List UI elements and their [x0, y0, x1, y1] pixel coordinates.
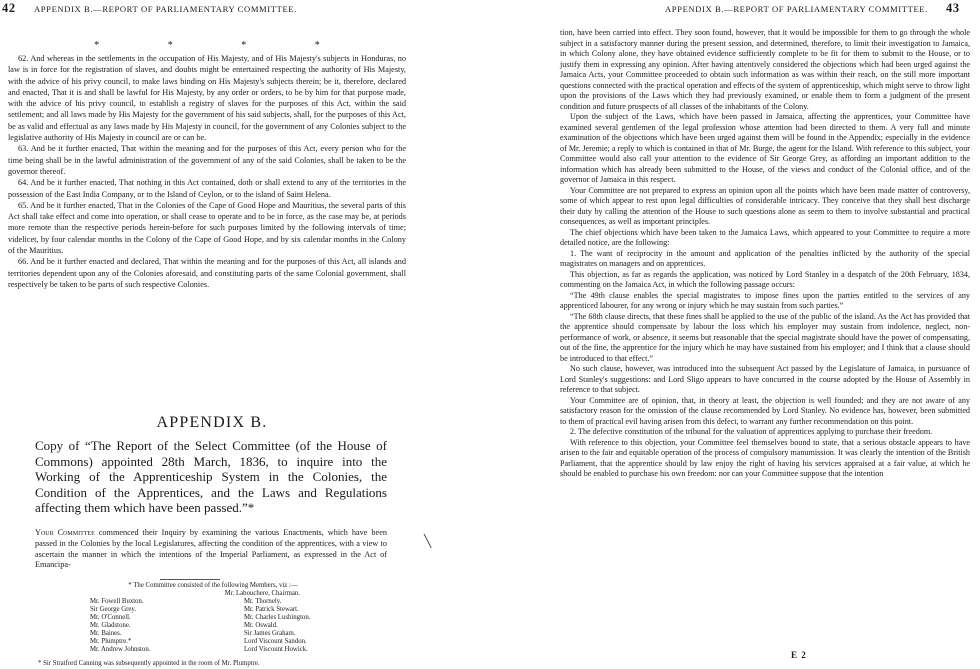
page-number-right: 43 [946, 1, 960, 15]
member: Mr. Gladstone. [90, 622, 131, 630]
section-66: 66. And be it further enacted and declared, That within the meaning and for the purposes of this Act, all islands and territories dependent upon any of the Colonies aforesaid, and constituting parts of the same Colonial government, shall respectively be taken to be parts of such respective Colonies. [8, 257, 406, 289]
member: Mr. Baines. [90, 630, 122, 638]
member: Mr. Oswald. [244, 622, 278, 630]
left-header [0, 3, 424, 17]
right-body [560, 28, 970, 480]
member: Lord Viscount Sandon. [244, 637, 307, 645]
footnote-replacement: * Sir Stratford Canning was subsequently appointed in the room of Mr. Plumptre. [38, 660, 260, 668]
paragraph-continuation: tion, have been carried into effect. They soon found, however, that it would be impossible for them to go through the whole subject in a satisfactory manner during the present session, and determined, therefore, to limit their investigation to Jamaica, in which Colony alone, they have obtained evidence sufficiently complete to be fit for them to submit to the House, or to justify them in expressing any opinion. After having attentively considered the objections which had been urged against the Jamaica Acts, your Committee proceeded to obtain such information as was within their reach, on the still more important questions connected with the practical operation and effects of the system of apprenticeship, which might serve to throw light upon the provisions of the Laws which they had previously examined, or enable them to form a judgment of the present condition and future prospects of all classes of the inhabitants of the Colony. [560, 28, 970, 111]
signature-mark: E 2 [791, 650, 807, 660]
member: Mr. O'Connell. [90, 614, 131, 622]
footnote-heading-text: * The Committee consisted of the following Members, viz :— [128, 582, 298, 589]
right-page [553, 0, 980, 666]
section-stars: * * * * [94, 40, 320, 51]
paragraph-opinion: Your Committee are not prepared to express an opinion upon all the points which have been made matter of controversy, some of which appear to rest upon legal difficulties of considerable intricacy. They conceive that they shall best discharge their duty by calling the attention of the House to such questions alone as seem to them to involve substantial and practical consequences, as well as important principles. [560, 185, 970, 226]
page-number-left: 42 [2, 1, 16, 15]
intro-text: commenced their Inquiry by examining the various Enactments, which have been passed in the Colonies by the local Legislatures, affecting the condition of the apprentices, with a view to ascertain the manner in which the intentions of the Imperial Parliament, as expressed in the Act of Emancipa- [35, 528, 387, 570]
section-64: 64. And be it further enacted, That nothing in this Act contained, doth or shall extend to any of the territories in the possession of the East India Company, or to the Island of Ceylon, or to the island of Saint Helena. [8, 178, 406, 199]
objection-2: 2. The defective constitution of the tribunal for the valuation of apprentices applying to purchase their freedom. [570, 427, 933, 436]
paragraph-manumission: With reference to this objection, your Committee feel themselves bound to state, that a serious obstacle appears to have arisen to the fair and equitable operation of the process of compulsory manumission. It was clearly the intention of the British Parliament, that the apprentice should by law enjoy the right of having his services appraised at a fair value, at which he should be enabled to purchase his own freedom: nor can your Committee suppose that the intention [560, 437, 970, 478]
quote-49th-clause: “The 49th clause enables the special magistrates to impose fines upon the parties entitled to the services of any apprenticed labourer, for any wrong or injury which he may sustain from such parties.” [560, 290, 970, 310]
quote-68th-clause: “The 68th clause directs, that these fines shall be applied to the use of the public of the island. As the Act has provided that the apprentice should compensate by labour the loss which his employer may sustain from indolence, neglect, non-performance of work, or absence, it seems but reasonable that the special magistrate should have the power of compensating, out of the fine, the apprentice for the injury which he may have sustained from his employer; and I think that a clause should be introduced to that effect.” [560, 311, 970, 363]
members-column-left [90, 598, 150, 653]
member: Mr. Plumptre.* [90, 637, 132, 645]
paragraph-committee-opinion: Your Committee are of opinion, that, in theory at least, the objection is well founded; and they are not aware of any satisfactory reason for the omission of the clause recommended by Lord Stanley. No evidence has, however, been submitted to them of practical evil having arisen from this defect, to warrant any further recommendation on this point. [560, 395, 970, 426]
member: Sir George Grey. [90, 606, 137, 614]
paragraph-no-clause: No such clause, however, was introduced into the subsequent Act passed by the Legislature of Jamaica, in pursuance of Lord Stanley's suggestions: and Lord Sligo appears to have concurred in the course adopted by the House of Assembly in reference to that subject. [560, 364, 970, 394]
right-header [553, 3, 980, 17]
left-body [8, 40, 406, 290]
committee-members [38, 598, 388, 653]
intro-paragraph [35, 528, 387, 571]
paragraph-despatch: This objection, as far as regards the application, was noticed by Lord Stanley in a despatch of the 20th February, 1834, commenting on the Jamaica Act, in which the following passage occurs: [560, 269, 970, 289]
objection-1: 1. The want of reciprocity in the amount and application of the penalties inflicted by the authority of the special magistrates on managers and on apprentices. [560, 248, 970, 268]
members-column-right [244, 598, 310, 653]
section-62: 62. And whereas in the settlements in the occupation of His Majesty, and of His Majesty's subjects in Honduras, no law is in force for the registration of slaves, and doubts might be entertained respecting the authority of His Majesty, with the advice of his privy council, to make laws binding on His Majesty's subjects therein; be it, therefore, declared and enacted, That it is and shall be lawful for His Majesty, by any order or orders, to be by him for that purpose made, with the advice of his privy council, to establish a registry of slaves for the purposes of this Act, within the said settlement; and all laws made by His Majesty for the government of his said subjects, shall, for the purposes of this Act, be as valid and effectual as any laws made by His Majesty in council, for the government of any Colonies subject to the legislative authority of His Majesty in council are or can be. [8, 54, 406, 143]
member: Mr. Andrew Johnston. [90, 645, 151, 653]
member: Mr. Patrick Stewart. [244, 606, 299, 614]
member: Mr. Charles Lushington. [244, 614, 311, 622]
member: Mr. Thornely. [244, 598, 282, 606]
committee-chairman: Mr. Labouchere, Chairman. [224, 590, 300, 598]
member: Sir James Graham. [244, 630, 296, 638]
appendix-title: APPENDIX B. [156, 414, 268, 431]
member: Mr. Fowell Buxton. [90, 598, 144, 606]
paragraph-objections: The chief objections which have been taken to the Jamaica Laws, which appeared to your Committee to require a more detailed notice, are the following: [560, 227, 970, 247]
footnote-rule [160, 579, 220, 580]
section-63: 63. And be it further enacted, That within the meaning and for the purposes of this Act, every person who for the time being shall be in the lawful administration of the government of any of the said Colonies, shall be taken to be the governor thereof. [8, 144, 406, 176]
committee-footnote [38, 582, 388, 669]
running-head-right: APPENDIX B.—REPORT OF PARLIAMENTARY COMMITTEE. [665, 4, 928, 14]
appendix-subtitle: Copy of “The Report of the Select Committee (of the House of Commons) appointed 28th March, 1836, to inquire into the Working of the Apprenticeship System in the Colonies, the Condition of the Apprentices, and the Laws and Regulations affecting them which have been passed.”* [35, 438, 387, 515]
member: Lord Viscount Howick. [244, 645, 308, 653]
intro-lead: Your Committee [35, 528, 95, 537]
footnote-heading [38, 582, 388, 598]
margin-mark: ╲ [424, 534, 432, 548]
running-head-left: APPENDIX B.—REPORT OF PARLIAMENTARY COMMITTEE. [34, 4, 297, 14]
paragraph-laws: Upon the subject of the Laws, which have been passed in Jamaica, affecting the apprentices, your Committee have examined several gentlemen of the legal profession whose attention had been directed to them. A very full and minute examination of the objections which have been urged against them will be found in the Appendix; especially in the evidence of Mr. Jeremie; a reply to which is contained in that of Mr. Burge, the agent for the Island. With reference to this subject, your Committee would also call your attention to the evidence of Sir George Grey, as affording an important addition to the information which has already been submitted to the House, of the views and conduct of the Colonial office, and of the governor of Jamaica in this respect. [560, 112, 970, 184]
left-page [0, 0, 432, 668]
section-65: 65. And be it further enacted, That in the Colonies of the Cape of Good Hope and Mauritius, the several parts of this Act shall take effect and come into operation, or shall cease to operate and to be in force, as the case may be, at periods more remote than the respective periods herein-before for such purposes limited by the following intervals of time; videlicet, by four calendar months in the Colony of the Cape of Good Hope, and by six calendar months in the Colony of the Mauritius. [8, 200, 406, 256]
